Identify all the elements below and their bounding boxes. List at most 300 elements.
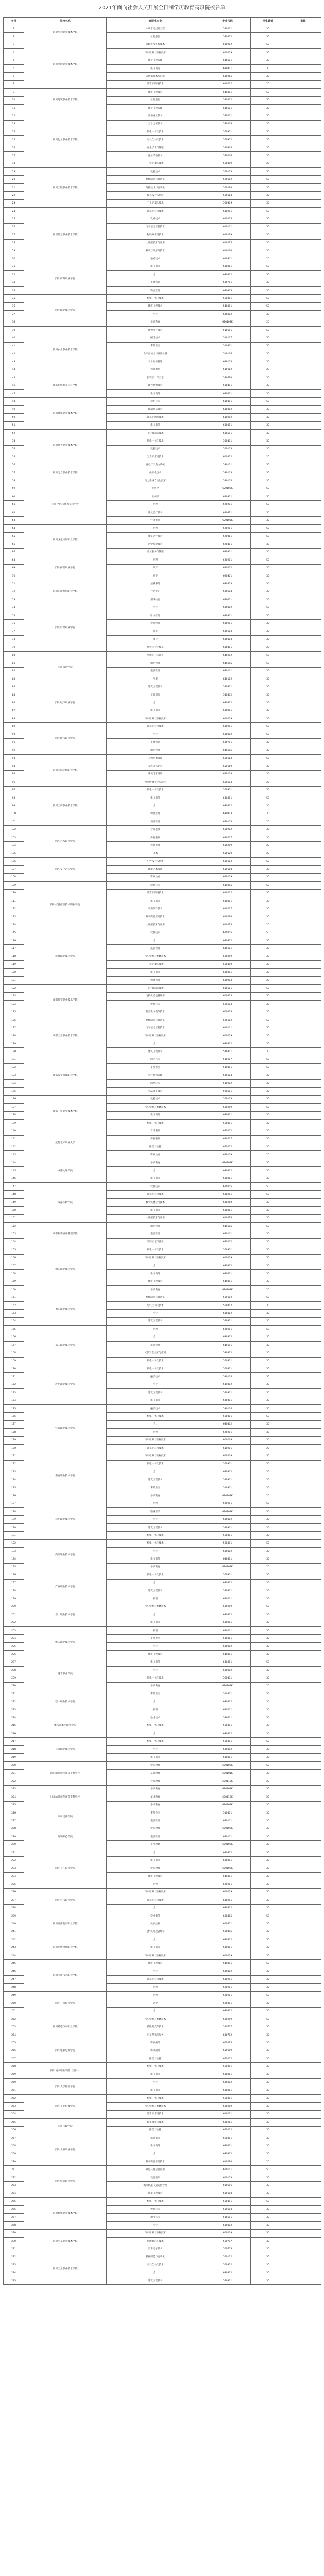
- cell-major: 汽车检测与维修技术: [107, 715, 204, 722]
- cell-college: 四川应用技术职业学院: [24, 1960, 107, 1992]
- cell-note: [285, 1072, 321, 1079]
- cell-college: 四川工程职业技术学院: [24, 168, 107, 208]
- cell-major: 美术教育: [107, 1793, 204, 1801]
- cell-code: 610210: [204, 1198, 251, 1206]
- cell-index: 260: [4, 2079, 24, 2087]
- cell-index: 229: [4, 1833, 24, 1841]
- cell-index: 51: [4, 421, 24, 429]
- cell-plan: 30: [251, 136, 285, 144]
- cell-index: 192: [4, 1539, 24, 1547]
- table-row: [4, 1159, 321, 1166]
- table-row: [4, 2079, 321, 2087]
- cell-code: 630801: [204, 969, 251, 976]
- table-row: [4, 263, 321, 270]
- cell-major: 数字媒体应用技术: [107, 2158, 204, 2166]
- cell-code: 630801: [204, 1397, 251, 1404]
- cell-plan: 50: [251, 533, 285, 540]
- cell-note: [285, 1294, 321, 1301]
- cell-major: 机电一体化技术: [107, 1365, 204, 1373]
- table-row: [4, 1849, 321, 1856]
- cell-note: [285, 239, 321, 247]
- cell-code: 560309: [204, 199, 251, 207]
- cell-code: 530601: [204, 1714, 251, 1722]
- cell-plan: 30: [251, 969, 285, 976]
- cell-college: 四川托普信息技术职业学院: [24, 882, 107, 929]
- cell-major: 机械制造与自动化: [107, 1294, 204, 1301]
- cell-plan: 50: [251, 2023, 285, 2031]
- cell-major: 电子商务: [107, 2087, 204, 2094]
- cell-note: [285, 1381, 321, 1388]
- cell-index: 45: [4, 374, 24, 382]
- cell-code: 560703: [204, 2245, 251, 2253]
- cell-note: [285, 945, 321, 953]
- cell-plan: 30: [251, 1270, 285, 1278]
- cell-code: 610210: [204, 913, 251, 921]
- cell-code: 600408: [204, 1008, 251, 1016]
- cell-college: 成都纺织高等专科学校: [24, 374, 107, 398]
- cell-index: 91: [4, 739, 24, 747]
- cell-index: 102: [4, 826, 24, 834]
- cell-note: [285, 311, 321, 318]
- cell-major: 会计: [107, 1579, 204, 1587]
- cell-plan: 30: [251, 192, 285, 199]
- cell-plan: 20: [251, 976, 285, 984]
- table-row: [4, 985, 321, 992]
- cell-code: 670102K: [204, 1865, 251, 1872]
- cell-note: [285, 1563, 321, 1571]
- cell-code: 600209: [204, 1436, 251, 1444]
- cell-major: 电子商务: [107, 263, 204, 270]
- cell-major: 临床医学: [107, 1508, 204, 1516]
- cell-college: 四川文轩职业学院: [24, 2134, 107, 2166]
- cell-plan: 30: [251, 667, 285, 675]
- cell-major: 水利水电建筑工程: [107, 25, 204, 33]
- cell-major: 建筑工程技术: [107, 683, 204, 691]
- cell-code: 640105: [204, 1222, 251, 1230]
- cell-note: [285, 286, 321, 294]
- cell-index: 224: [4, 1793, 24, 1801]
- table-row: [4, 2198, 321, 2206]
- cell-code: 670102K: [204, 318, 251, 326]
- cell-index: 258: [4, 2063, 24, 2071]
- cell-index: 234: [4, 1873, 24, 1880]
- cell-plan: 50: [251, 1104, 285, 1111]
- cell-plan: 30: [251, 1809, 285, 1817]
- cell-plan: 30: [251, 1317, 285, 1325]
- cell-major: 护理: [107, 524, 204, 532]
- cell-note: [285, 1635, 321, 1642]
- cell-major: 机电一体化技术: [107, 295, 204, 302]
- cell-college: 四川城市职业学院（德阳）: [24, 2063, 107, 2079]
- cell-code: 600209: [204, 1032, 251, 1040]
- table-row: [4, 1016, 321, 1024]
- cell-code: 630301: [204, 612, 251, 619]
- cell-note: [285, 1222, 321, 1230]
- cell-college: 攀枝花攀西职业学院: [24, 1714, 107, 1738]
- cell-note: [285, 667, 321, 675]
- cell-major: 机电一体化技术: [107, 786, 204, 794]
- cell-index: 174: [4, 1397, 24, 1404]
- cell-plan: 50: [251, 1460, 285, 1468]
- cell-plan: 50: [251, 334, 285, 342]
- cell-college: 四川国际标榜职业学院: [24, 754, 107, 786]
- cell-index: 242: [4, 1936, 24, 1944]
- cell-note: [285, 318, 321, 326]
- cell-plan: 20: [251, 842, 285, 850]
- cell-note: [285, 493, 321, 501]
- cell-major: 出版商务: [107, 2134, 204, 2142]
- cell-code: 670102K: [204, 1563, 251, 1571]
- cell-code: 610201: [204, 2110, 251, 2118]
- cell-plan: 50: [251, 398, 285, 405]
- cell-plan: 30: [251, 636, 285, 643]
- cell-index: 172: [4, 1381, 24, 1388]
- cell-plan: 30: [251, 620, 285, 628]
- cell-major: 护理: [107, 1595, 204, 1603]
- cell-code: 510301: [204, 1809, 251, 1817]
- cell-index: 209: [4, 1674, 24, 1682]
- cell-plan: 30: [251, 429, 285, 437]
- cell-note: [285, 73, 321, 80]
- cell-code: 650109: [204, 2047, 251, 2055]
- cell-code: 610201: [204, 1896, 251, 1904]
- cell-major: 大数据技术与应用: [107, 1214, 204, 1222]
- cell-college: 成都艺术职业大学: [24, 1127, 107, 1159]
- cell-note: [285, 858, 321, 866]
- cell-note: [285, 1278, 321, 1285]
- cell-major: 会计: [107, 604, 204, 612]
- cell-plan: 50: [251, 882, 285, 889]
- cell-plan: 30: [251, 1214, 285, 1222]
- cell-plan: 30: [251, 1516, 285, 1523]
- cell-plan: 30: [251, 350, 285, 358]
- cell-note: [285, 572, 321, 580]
- cell-major: 影视动画: [107, 2047, 204, 2055]
- cell-plan: 30: [251, 1706, 285, 1714]
- cell-note: [285, 1104, 321, 1111]
- cell-code: 620201: [204, 501, 251, 509]
- cell-major: 酒店管理: [107, 747, 204, 754]
- cell-code: 650209: [204, 842, 251, 850]
- cell-index: 238: [4, 1904, 24, 1912]
- cell-plan: 30: [251, 2222, 285, 2229]
- cell-code: 600501: [204, 429, 251, 437]
- cell-note: [285, 2213, 321, 2221]
- cell-index: 104: [4, 842, 24, 850]
- cell-note: [285, 350, 321, 358]
- cell-note: [285, 405, 321, 413]
- cell-index: 122: [4, 985, 24, 992]
- cell-index: 190: [4, 1523, 24, 1531]
- cell-note: [285, 2237, 321, 2245]
- cell-code: 670102K: [204, 1785, 251, 1793]
- cell-plan: 50: [251, 683, 285, 691]
- cell-note: [285, 199, 321, 207]
- cell-index: 253: [4, 2023, 24, 2031]
- cell-index: 225: [4, 1801, 24, 1809]
- cell-note: [285, 334, 321, 342]
- cell-note: [285, 683, 321, 691]
- cell-code: 630302: [204, 1904, 251, 1912]
- cell-major: 音乐表演: [107, 1127, 204, 1135]
- cell-note: [285, 913, 321, 921]
- cell-major: 会计: [107, 311, 204, 318]
- cell-major: 美容美体艺术: [107, 762, 204, 770]
- cell-code: 510301: [204, 1635, 251, 1642]
- cell-index: 20: [4, 176, 24, 183]
- cell-code: 540502: [204, 691, 251, 699]
- cell-note: [285, 1230, 321, 1238]
- college-table: [3, 17, 321, 2285]
- cell-index: 154: [4, 1238, 24, 1246]
- cell-note: [285, 992, 321, 1000]
- cell-major: 旅游管理: [107, 1817, 204, 1825]
- cell-index: 142: [4, 1143, 24, 1151]
- cell-plan: 50: [251, 1626, 285, 1634]
- cell-index: 43: [4, 358, 24, 366]
- cell-code: 560102: [204, 1016, 251, 1024]
- cell-index: 134: [4, 1079, 24, 1087]
- cell-index: 227: [4, 1817, 24, 1825]
- cell-major: 建筑工程技术: [107, 1048, 204, 1056]
- cell-code: 530103: [204, 469, 251, 477]
- cell-note: [285, 2142, 321, 2150]
- cell-code: 600108: [204, 2190, 251, 2197]
- cell-major: 机电一体化技术: [107, 1413, 204, 1420]
- cell-major: 影视动画: [107, 873, 204, 881]
- cell-note: [285, 128, 321, 136]
- cell-code: 600101: [204, 2166, 251, 2174]
- cell-college: 成都职业技术学院: [24, 929, 107, 985]
- cell-code: 540301: [204, 1476, 251, 1484]
- cell-code: 600209: [204, 1603, 251, 1611]
- cell-major: 会计: [107, 1611, 204, 1619]
- cell-note: [285, 33, 321, 41]
- cell-plan: 50: [251, 96, 285, 104]
- cell-plan: 30: [251, 1896, 285, 1904]
- cell-code: 560301: [204, 1365, 251, 1373]
- header-college: 院校名称: [24, 18, 107, 25]
- cell-plan: 50: [251, 651, 285, 659]
- cell-note: [285, 2222, 321, 2229]
- cell-index: 186: [4, 1492, 24, 1500]
- cell-index: 57: [4, 469, 24, 477]
- cell-index: 15: [4, 136, 24, 144]
- cell-major: 物流管理: [107, 286, 204, 294]
- cell-major: 化工装备技术: [107, 152, 204, 160]
- cell-index: 249: [4, 1991, 24, 1999]
- cell-code: 540301: [204, 1317, 251, 1325]
- cell-plan: 30: [251, 2103, 285, 2110]
- cell-plan: 30: [251, 2031, 285, 2039]
- cell-code: 600202: [204, 41, 251, 48]
- cell-plan: 30: [251, 73, 285, 80]
- cell-index: 101: [4, 818, 24, 826]
- cell-major: 会计: [107, 1698, 204, 1706]
- cell-index: 156: [4, 1254, 24, 1262]
- cell-note: [285, 152, 321, 160]
- cell-note: [285, 723, 321, 731]
- cell-plan: 30: [251, 2269, 285, 2277]
- cell-code: 630302: [204, 2007, 251, 2015]
- cell-index: 61: [4, 501, 24, 509]
- cell-note: [285, 1317, 321, 1325]
- cell-college: 四川机电职业技术学院: [24, 2198, 107, 2230]
- cell-major: 药学: [107, 572, 204, 580]
- cell-note: [285, 1357, 321, 1365]
- cell-major: 焊接技术与自动化: [107, 183, 204, 191]
- cell-code: 560707: [204, 2023, 251, 2031]
- cell-code: 620201: [204, 1880, 251, 1888]
- cell-code: 640202: [204, 1238, 251, 1246]
- cell-note: [285, 985, 321, 992]
- cell-plan: 30: [251, 1730, 285, 1737]
- cell-plan: 50: [251, 176, 285, 183]
- cell-index: 79: [4, 643, 24, 651]
- cell-note: [285, 1873, 321, 1880]
- cell-code: 630801: [204, 1619, 251, 1626]
- cell-note: [285, 120, 321, 128]
- table-row: [4, 1626, 321, 1634]
- cell-index: 148: [4, 1191, 24, 1198]
- cell-index: 176: [4, 1413, 24, 1420]
- table-row: [4, 2134, 321, 2142]
- cell-note: [285, 1984, 321, 1991]
- cell-plan: 30: [251, 897, 285, 905]
- cell-plan: 20: [251, 1444, 285, 1452]
- cell-note: [285, 1722, 321, 1730]
- cell-index: 155: [4, 1246, 24, 1254]
- cell-code: 650109: [204, 873, 251, 881]
- cell-index: 240: [4, 1920, 24, 1928]
- cell-plan: 50: [251, 1222, 285, 1230]
- cell-plan: 50: [251, 1571, 285, 1579]
- cell-index: 95: [4, 770, 24, 778]
- cell-major: 机电一体化技术: [107, 1674, 204, 1682]
- cell-major: 播音与主持: [107, 2055, 204, 2063]
- cell-code: 680604: [204, 588, 251, 596]
- cell-note: [285, 1968, 321, 1975]
- cell-note: [285, 675, 321, 683]
- cell-college: 四川邮电职业技术学院: [24, 398, 107, 430]
- cell-code: 600209: [204, 2229, 251, 2237]
- cell-code: 630302: [204, 2079, 251, 2087]
- cell-major: 畜牧兽医: [107, 1635, 204, 1642]
- cell-note: [285, 620, 321, 628]
- cell-code: 610301: [204, 398, 251, 405]
- cell-index: 131: [4, 1056, 24, 1063]
- cell-code: 630801: [204, 64, 251, 72]
- cell-index: 202: [4, 1619, 24, 1626]
- cell-major: 建筑工程技术: [107, 89, 204, 96]
- cell-index: 243: [4, 1944, 24, 1952]
- cell-plan: 30: [251, 1484, 285, 1492]
- table-row: [4, 1761, 321, 1769]
- cell-major: 软件技术: [107, 1183, 204, 1191]
- cell-note: [285, 1476, 321, 1484]
- cell-note: [285, 882, 321, 889]
- cell-code: 560301: [204, 295, 251, 302]
- cell-note: [285, 905, 321, 913]
- cell-code: 630302: [204, 1642, 251, 1650]
- cell-note: [285, 1373, 321, 1381]
- cell-index: 40: [4, 334, 24, 342]
- cell-plan: 30: [251, 1611, 285, 1619]
- cell-code: 540301: [204, 1873, 251, 1880]
- cell-college: 四川交通职业技术学院: [24, 41, 107, 88]
- cell-code: 630302: [204, 1611, 251, 1619]
- cell-note: [285, 1404, 321, 1412]
- cell-note: [285, 2039, 321, 2047]
- cell-code: 610207: [204, 905, 251, 913]
- cell-note: [285, 366, 321, 374]
- cell-major: 飞机机电设备维修: [107, 1928, 204, 1936]
- cell-major: 机电一体化技术: [107, 1119, 204, 1127]
- cell-note: [285, 1698, 321, 1706]
- table-row: [4, 112, 321, 120]
- cell-plan: 20: [251, 818, 285, 826]
- cell-college: 南充职业技术学院: [24, 1452, 107, 1500]
- cell-note: [285, 2103, 321, 2110]
- cell-major: 汽车检测与维修技术: [107, 1888, 204, 1896]
- table-body: [4, 25, 321, 2285]
- cell-major: 会计: [107, 1968, 204, 1975]
- cell-major: 供用电技术: [107, 469, 204, 477]
- cell-plan: 50: [251, 1159, 285, 1166]
- cell-note: [285, 414, 321, 421]
- cell-note: [285, 1849, 321, 1856]
- cell-index: 146: [4, 1175, 24, 1182]
- cell-plan: 30: [251, 358, 285, 366]
- cell-major: 物流管理: [107, 810, 204, 818]
- cell-note: [285, 548, 321, 556]
- cell-major: 汽车营销与服务: [107, 2031, 204, 2039]
- cell-major: 电子商务: [107, 794, 204, 802]
- cell-index: 252: [4, 2015, 24, 2023]
- cell-plan: 30: [251, 1555, 285, 1563]
- cell-plan: 30: [251, 2119, 285, 2126]
- cell-note: [285, 1754, 321, 1761]
- cell-major: 学前教育: [107, 1785, 204, 1793]
- cell-index: 147: [4, 1183, 24, 1191]
- cell-note: [285, 691, 321, 699]
- cell-index: 10: [4, 96, 24, 104]
- cell-note: [285, 1444, 321, 1452]
- cell-major: 机械制造与自动化: [107, 176, 204, 183]
- cell-note: [285, 64, 321, 72]
- cell-note: [285, 1001, 321, 1008]
- cell-college: 四川现代职业学院: [24, 723, 107, 755]
- cell-plan: 50: [251, 1413, 285, 1420]
- cell-major: 电子商务: [107, 1754, 204, 1761]
- cell-plan: 30: [251, 628, 285, 635]
- cell-note: [285, 1532, 321, 1539]
- cell-note: [285, 1032, 321, 1040]
- cell-plan: 50: [251, 985, 285, 992]
- cell-index: 248: [4, 1984, 24, 1991]
- cell-note: [285, 1420, 321, 1428]
- cell-index: 163: [4, 1310, 24, 1317]
- cell-plan: 50: [251, 1603, 285, 1611]
- cell-index: 180: [4, 1444, 24, 1452]
- cell-note: [285, 1571, 321, 1579]
- cell-college: 四川农业职业技术学院: [24, 326, 107, 374]
- cell-note: [285, 2150, 321, 2158]
- cell-major: 数控技术: [107, 1095, 204, 1103]
- cell-index: 41: [4, 342, 24, 350]
- cell-plan: 30: [251, 2110, 285, 2118]
- cell-note: [285, 651, 321, 659]
